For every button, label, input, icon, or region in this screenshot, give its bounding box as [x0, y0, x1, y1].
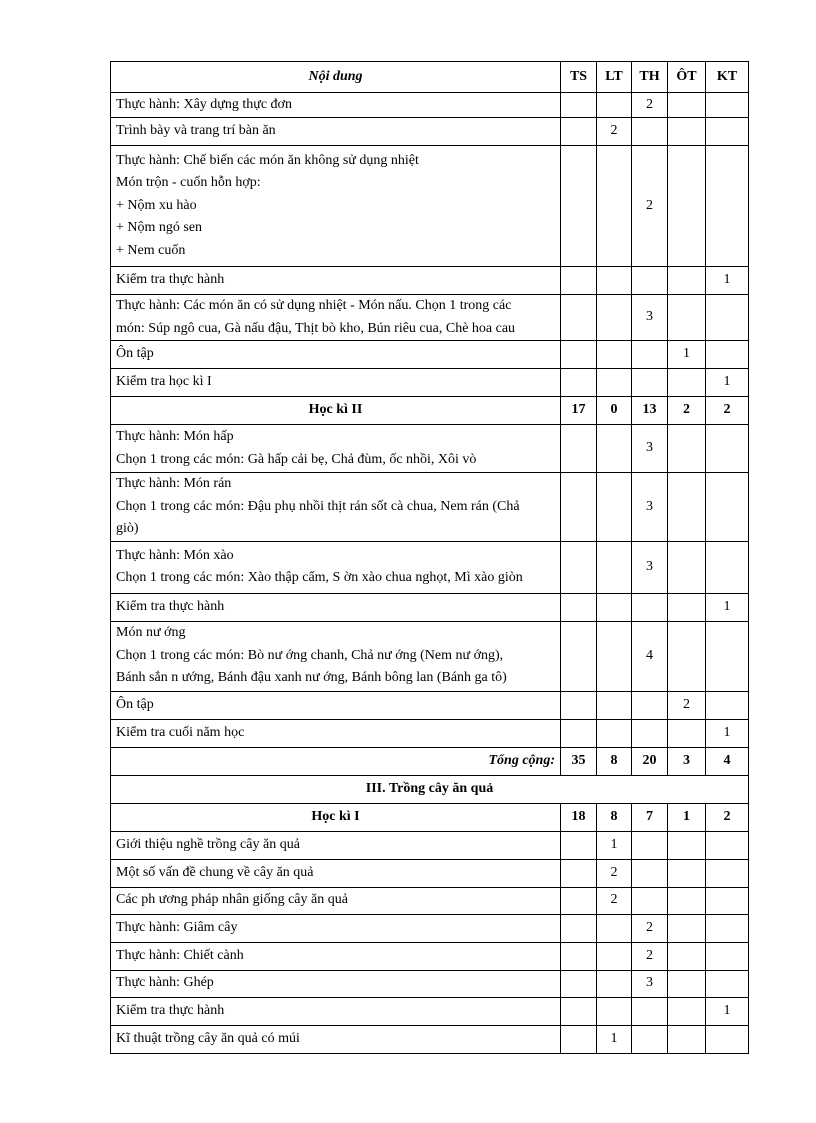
semester-2-row-ot: 2 — [668, 397, 706, 425]
cell-ot: 1 — [668, 341, 706, 369]
cell-ts — [561, 425, 597, 473]
row-content — [111, 621, 561, 691]
table-row — [111, 914, 749, 942]
header-th: TH — [632, 62, 668, 93]
cell-kt: 1 — [706, 593, 749, 621]
cell-ot — [668, 93, 706, 118]
cell-lt: 2 — [597, 887, 632, 914]
row-content — [111, 831, 561, 859]
cell-kt — [706, 295, 749, 341]
cell-th: 2 — [632, 942, 668, 970]
cell-ts — [561, 473, 597, 542]
cell-lt — [597, 719, 632, 747]
cell-ot — [668, 118, 706, 146]
cell-ts — [561, 1025, 597, 1053]
row-content-line: giò) — [116, 521, 139, 536]
cell-th — [632, 267, 668, 295]
row-content — [111, 369, 561, 397]
cell-kt — [706, 859, 749, 887]
total-row-ot: 3 — [668, 747, 706, 775]
semester-1-row-label: Học kì I — [111, 803, 561, 831]
cell-ot — [668, 997, 706, 1025]
row-content-line: Chọn 1 trong các món: Bò nư ớng chanh, Chả nư ớng (Nem nư ớng), — [116, 647, 504, 663]
row-content — [111, 970, 561, 997]
cell-th — [632, 859, 668, 887]
cell-ot — [668, 831, 706, 859]
row-content-line: Kiểm tra thực hành — [116, 272, 225, 288]
table-row — [111, 942, 749, 970]
cell-kt: 1 — [706, 719, 749, 747]
cell-ot — [668, 593, 706, 621]
row-content — [111, 473, 561, 542]
row-content — [111, 997, 561, 1025]
cell-ts — [561, 93, 597, 118]
row-content — [111, 425, 561, 473]
cell-ts — [561, 295, 597, 341]
cell-ot — [668, 914, 706, 942]
table-row — [111, 425, 749, 473]
row-content-line: Thực hành: Món xào — [116, 547, 234, 563]
cell-kt: 1 — [706, 267, 749, 295]
row-content — [111, 341, 561, 369]
semester-2-row-lt: 0 — [597, 397, 632, 425]
cell-th — [632, 691, 668, 719]
cell-lt — [597, 691, 632, 719]
cell-lt — [597, 295, 632, 341]
row-content-line: Thực hành: Chiết cành — [116, 947, 244, 963]
cell-th — [632, 887, 668, 914]
row-content-line: Bánh sắn n ướng, Bánh đậu xanh nư ớng, Bánh bông lan (Bánh ga tô) — [116, 670, 507, 686]
table-row — [111, 1025, 749, 1053]
cell-th — [632, 118, 668, 146]
semester-1-row-lt: 8 — [597, 803, 632, 831]
cell-th: 4 — [632, 621, 668, 691]
header-ts: TS — [561, 62, 597, 93]
cell-ts — [561, 942, 597, 970]
semester-1-row-kt: 2 — [706, 803, 749, 831]
row-content-line: Chọn 1 trong các món: Gà hấp cải bẹ, Chả đùm, ốc nhồi, Xôi vò — [116, 451, 477, 467]
row-content-line: Thực hành: Ghép — [116, 975, 214, 991]
table-row — [111, 369, 749, 397]
semester-2-row — [111, 397, 749, 425]
table-row — [111, 970, 749, 997]
cell-kt — [706, 93, 749, 118]
total-row-th: 20 — [632, 747, 668, 775]
table-row — [111, 859, 749, 887]
row-content-line: + Nộm ngó sen — [116, 220, 203, 236]
cell-kt — [706, 831, 749, 859]
header-kt: KT — [706, 62, 749, 93]
cell-ot — [668, 942, 706, 970]
cell-kt — [706, 473, 749, 542]
cell-kt — [706, 118, 749, 146]
semester-2-row-ts: 17 — [561, 397, 597, 425]
row-content-line: + Nem cuốn — [116, 242, 186, 258]
table-row — [111, 341, 749, 369]
cell-th — [632, 1025, 668, 1053]
cell-lt — [597, 369, 632, 397]
cell-ot — [668, 295, 706, 341]
table-row — [111, 93, 749, 118]
cell-ot — [668, 473, 706, 542]
row-content-line: Kiểm tra cuối năm học — [116, 724, 245, 740]
section-3-title: III. Trồng cây ăn quả — [111, 775, 749, 803]
table-row — [111, 473, 749, 542]
cell-kt — [706, 942, 749, 970]
row-content-line: Giới thiệu nghề trồng cây ăn quả — [116, 836, 300, 852]
cell-ts — [561, 118, 597, 146]
cell-lt — [597, 621, 632, 691]
cell-th: 3 — [632, 970, 668, 997]
table-row — [111, 267, 749, 295]
table-row — [111, 831, 749, 859]
cell-lt — [597, 997, 632, 1025]
cell-kt — [706, 970, 749, 997]
row-content-line: Kĩ thuật trồng cây ăn quả có múi — [116, 1030, 300, 1046]
semester-1-row — [111, 803, 749, 831]
total-row-kt: 4 — [706, 747, 749, 775]
cell-th: 2 — [632, 93, 668, 118]
cell-th: 2 — [632, 914, 668, 942]
row-content-line: Thực hành: Xây dựng thực đơn — [116, 96, 292, 112]
cell-th — [632, 719, 668, 747]
cell-ts — [561, 593, 597, 621]
row-content-line: Một số vấn đề chung về cây ăn quả — [116, 864, 314, 880]
total-row-label: Tổng cộng: — [111, 747, 561, 775]
row-content — [111, 859, 561, 887]
row-content-line: Món trộn - cuốn hỗn hợp: — [116, 175, 261, 191]
table-row — [111, 719, 749, 747]
cell-lt — [597, 425, 632, 473]
row-content-line: Thực hành: Món hấp — [116, 429, 234, 444]
cell-ot — [668, 369, 706, 397]
cell-ts — [561, 541, 597, 593]
cell-ot — [668, 146, 706, 267]
cell-ot — [668, 719, 706, 747]
table-row — [111, 541, 749, 593]
cell-lt — [597, 146, 632, 267]
cell-ot — [668, 541, 706, 593]
row-content-line: món: Súp ngô cua, Gà nấu đậu, Thịt bò kho, Bún riêu cua, Chè hoa cau — [116, 320, 516, 336]
row-content-line: Chọn 1 trong các món: Xào thập cẩm, S ờn xào chua nghọt, Mì xào giòn — [116, 570, 523, 585]
cell-th — [632, 593, 668, 621]
row-content — [111, 541, 561, 593]
row-content — [111, 914, 561, 942]
cell-ts — [561, 831, 597, 859]
cell-ts — [561, 914, 597, 942]
row-content-line: + Nộm xu hào — [116, 197, 197, 213]
row-content-line: Thực hành: Món rán — [116, 476, 232, 491]
cell-ot — [668, 887, 706, 914]
row-content — [111, 942, 561, 970]
header-ot: ÔT — [668, 62, 706, 93]
cell-ts — [561, 621, 597, 691]
cell-lt — [597, 473, 632, 542]
cell-lt: 1 — [597, 831, 632, 859]
cell-ts — [561, 719, 597, 747]
semester-1-row-ts: 18 — [561, 803, 597, 831]
row-content-line: Món nư ớng — [116, 625, 186, 641]
row-content-line: Thực hành: Chế biến các món ăn không sử dụng nhiệt — [116, 152, 419, 168]
row-content — [111, 719, 561, 747]
row-content-line: Thực hành: Các món ăn có sử dụng nhiệt - Món nấu. Chọn 1 trong các — [116, 298, 512, 313]
header-lt: LT — [597, 62, 632, 93]
semester-2-row-label: Học kì II — [111, 397, 561, 425]
row-content-line: Chọn 1 trong các món: Đậu phụ nhồi thịt rán sốt cà chua, Nem rán (Chả — [116, 498, 520, 514]
cell-lt — [597, 914, 632, 942]
cell-th — [632, 997, 668, 1025]
cell-kt — [706, 341, 749, 369]
cell-lt — [597, 970, 632, 997]
header-content: Nội dung — [111, 62, 561, 93]
cell-kt — [706, 425, 749, 473]
total-row — [111, 747, 749, 775]
cell-th — [632, 831, 668, 859]
row-content-line: Ôn tập — [116, 346, 154, 362]
cell-th: 3 — [632, 541, 668, 593]
row-content — [111, 118, 561, 146]
row-content — [111, 267, 561, 295]
cell-ot — [668, 859, 706, 887]
table-row — [111, 997, 749, 1025]
cell-ts — [561, 887, 597, 914]
cell-lt — [597, 541, 632, 593]
total-row-ts: 35 — [561, 747, 597, 775]
cell-lt — [597, 341, 632, 369]
cell-ts — [561, 341, 597, 369]
cell-kt: 1 — [706, 369, 749, 397]
row-content-line: Kiểm tra thực hành — [116, 598, 225, 614]
cell-th: 3 — [632, 295, 668, 341]
cell-ts — [561, 970, 597, 997]
cell-ot — [668, 425, 706, 473]
row-content — [111, 146, 561, 267]
cell-th: 3 — [632, 473, 668, 542]
cell-ot — [668, 970, 706, 997]
cell-kt — [706, 146, 749, 267]
cell-ot — [668, 267, 706, 295]
row-content — [111, 593, 561, 621]
cell-th: 3 — [632, 425, 668, 473]
semester-1-row-th: 7 — [632, 803, 668, 831]
cell-kt: 1 — [706, 997, 749, 1025]
cell-ts — [561, 691, 597, 719]
section-3-row — [111, 775, 749, 803]
cell-ts — [561, 369, 597, 397]
table-row — [111, 118, 749, 146]
semester-1-row-ot: 1 — [668, 803, 706, 831]
cell-lt: 2 — [597, 118, 632, 146]
cell-ot — [668, 1025, 706, 1053]
table-row — [111, 621, 749, 691]
cell-kt — [706, 887, 749, 914]
cell-th — [632, 341, 668, 369]
row-content-line: Thực hành: Giâm cây — [116, 919, 238, 935]
table-row — [111, 887, 749, 914]
cell-lt — [597, 593, 632, 621]
total-row-lt: 8 — [597, 747, 632, 775]
cell-ts — [561, 997, 597, 1025]
row-content — [111, 691, 561, 719]
row-content-line: Ôn tập — [116, 696, 154, 712]
cell-lt: 2 — [597, 859, 632, 887]
table-row — [111, 146, 749, 267]
cell-ts — [561, 859, 597, 887]
header-row — [111, 62, 749, 93]
cell-kt — [706, 914, 749, 942]
row-content — [111, 295, 561, 341]
semester-2-row-th: 13 — [632, 397, 668, 425]
cell-ts — [561, 146, 597, 267]
table-row — [111, 691, 749, 719]
row-content — [111, 1025, 561, 1053]
cell-kt — [706, 541, 749, 593]
cell-ts — [561, 267, 597, 295]
semester-2-row-kt: 2 — [706, 397, 749, 425]
cell-kt — [706, 691, 749, 719]
cell-lt — [597, 93, 632, 118]
cell-lt — [597, 267, 632, 295]
row-content-line: Kiểm tra học kì I — [116, 374, 212, 390]
cell-lt: 1 — [597, 1025, 632, 1053]
table-row — [111, 593, 749, 621]
cell-ot: 2 — [668, 691, 706, 719]
table-row — [111, 295, 749, 341]
row-content-line: Các ph ương pháp nhân giống cây ăn quả — [116, 892, 348, 908]
cell-ot — [668, 621, 706, 691]
cell-kt — [706, 621, 749, 691]
row-content-line: Trình bày và trang trí bàn ăn — [116, 123, 276, 139]
cell-th: 2 — [632, 146, 668, 267]
cell-lt — [597, 942, 632, 970]
cell-th — [632, 369, 668, 397]
row-content — [111, 93, 561, 118]
cell-kt — [706, 1025, 749, 1053]
row-content — [111, 887, 561, 914]
row-content-line: Kiểm tra thực hành — [116, 1002, 225, 1018]
curriculum-table — [110, 61, 749, 1054]
